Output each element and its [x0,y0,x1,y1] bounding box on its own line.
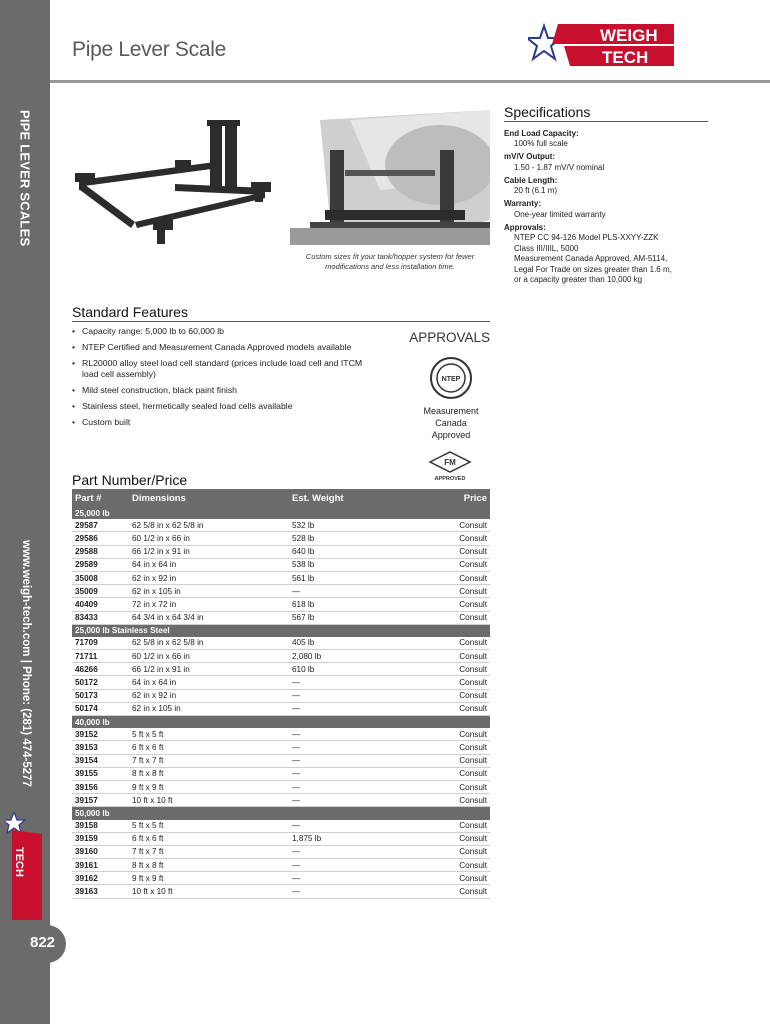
specifications-list [504,126,714,286]
dimensions-cell: 62 in x 105 in [129,702,289,715]
dimensions-cell: 62 in x 92 in [129,571,289,584]
part-number-cell: 39159 [72,832,129,845]
feature-item: • Stainless steel, hermetically sealed load cells available [72,401,372,412]
group-name: 25,000 lb Stainless Steel [72,624,490,637]
approvals-title: APPROVALS [409,330,490,345]
part-number-cell: 39162 [72,872,129,885]
fm-approved-icon [428,450,472,482]
dimensions-cell: 62 in x 92 in [129,689,289,702]
table-row [72,832,490,845]
price-cell: Consult [409,598,490,611]
standard-features-list [72,326,372,433]
price-cell: Consult [409,571,490,584]
table-row [72,689,490,702]
table-row [72,741,490,754]
image-caption: Custom sizes fit your tank/hopper system for fewer modifications and less installation time. [305,252,475,271]
table-row [72,545,490,558]
weight-cell: 561 lb [289,571,409,584]
spec-value: 1.50 - 1.87 mV/V nominal [514,162,605,172]
table-header-row [72,489,490,507]
part-number-cell: 29586 [72,532,129,545]
dimensions-cell: 60 1/2 in x 66 in [129,532,289,545]
spec-warranty [504,199,714,220]
dimensions-cell: 62 5/8 in x 62 5/8 in [129,519,289,532]
dimensions-cell: 6 ft x 6 ft [129,741,289,754]
part-number-cell: 35009 [72,585,129,598]
spec-value: Class III/IIIL, 5000 [514,243,579,253]
price-cell: Consult [409,545,490,558]
table-row [72,637,490,650]
specifications-rule [504,121,708,122]
weight-cell: 538 lb [289,558,409,571]
weight-cell: — [289,767,409,780]
measurement-canada-text [410,405,492,441]
price-cell: Consult [409,794,490,807]
dimensions-cell: 5 ft x 5 ft [129,728,289,741]
weight-cell: — [289,741,409,754]
weight-cell: — [289,780,409,793]
price-cell: Consult [409,832,490,845]
part-number-title: Part Number/Price [72,472,188,488]
dimensions-cell: 64 in x 64 in [129,558,289,571]
table-row [72,859,490,872]
part-number-cell: 39154 [72,754,129,767]
spec-value: 20 ft (6.1 m) [514,186,558,195]
group-name: 25,000 lb [72,507,490,519]
price-cell: Consult [409,689,490,702]
ntep-seal-label: NTEP [441,376,461,383]
dimensions-cell: 60 1/2 in x 66 in [129,650,289,663]
price-cell: Consult [409,611,490,624]
dimensions-cell: 66 1/2 in x 91 in [129,545,289,558]
weight-cell: — [289,820,409,833]
spec-label: Cable Length: [504,175,558,185]
table-row [72,519,490,532]
group-header-row [72,624,490,637]
header-dimensions: Dimensions [129,489,289,507]
group-header-row [72,507,490,519]
dimensions-cell: 66 1/2 in x 91 in [129,663,289,676]
weight-cell: — [289,885,409,898]
price-cell: Consult [409,780,490,793]
part-number-cell: 39156 [72,780,129,793]
part-number-cell: 71709 [72,637,129,650]
spec-end-load [504,129,714,150]
sidebar-section-title: PIPE LEVER SCALES [17,110,33,247]
weight-cell: — [289,794,409,807]
part-number-cell: 29588 [72,545,129,558]
price-cell: Consult [409,820,490,833]
weight-cell: — [289,702,409,715]
part-number-cell: 39160 [72,845,129,858]
price-cell: Consult [409,585,490,598]
feature-item: • Custom built [72,417,372,428]
feature-item: • NTEP Certified and Measurement Canada Approved models available [72,342,372,353]
group-name: 50,000 lb [72,807,490,820]
mc-line: Measurement [423,406,479,416]
price-cell: Consult [409,650,490,663]
price-cell: Consult [409,637,490,650]
standard-features-title: Standard Features [72,304,188,320]
part-number-cell: 29589 [72,558,129,571]
weight-cell: 567 lb [289,611,409,624]
feature-item: • Mild steel construction, black paint finish [72,385,372,396]
dimensions-cell: 5 ft x 5 ft [129,820,289,833]
spec-value: Measurement Canada Approved, AM-5114, [514,254,668,263]
ntep-seal-icon [429,356,473,400]
part-number-cell: 50174 [72,702,129,715]
spec-label: End Load Capacity: [504,128,579,138]
fm-sub-label: APPROVED [434,476,466,482]
price-cell: Consult [409,728,490,741]
weight-cell: — [289,585,409,598]
group-name: 40,000 lb [72,716,490,729]
part-number-table [72,489,490,899]
price-cell: Consult [409,532,490,545]
weigh-tech-logo[interactable] [528,20,674,70]
part-number-cell: 35008 [72,571,129,584]
table-row [72,845,490,858]
feature-item: • Capacity range: 5,000 lb to 60,000 lb [72,326,372,337]
dimensions-cell: 62 in x 105 in [129,585,289,598]
part-number-cell: 29587 [72,519,129,532]
part-number-cell: 71711 [72,650,129,663]
dimensions-cell: 72 in x 72 in [129,598,289,611]
spec-value: 100% full scale [514,139,568,148]
logo-word1: WEIGH [600,26,658,45]
dimensions-cell: 9 ft x 9 ft [129,780,289,793]
price-cell: Consult [409,702,490,715]
part-number-cell: 50172 [72,676,129,689]
table-row [72,780,490,793]
price-cell: Consult [409,885,490,898]
weight-cell: 532 lb [289,519,409,532]
table-row [72,676,490,689]
spec-label: Warranty: [504,199,542,208]
feature-item: • RL20000 alloy steel load cell standard (prices include load cell and ITCM load cell assembly) [72,358,372,379]
weight-cell: 2,080 lb [289,650,409,663]
table-row [72,585,490,598]
specifications-title: Specifications [504,104,591,120]
price-cell: Consult [409,872,490,885]
table-row [72,872,490,885]
weight-cell: — [289,689,409,702]
dimensions-cell: 9 ft x 9 ft [129,872,289,885]
dimensions-cell: 10 ft x 10 ft [129,794,289,807]
table-row [72,702,490,715]
price-cell: Consult [409,845,490,858]
weight-cell: 640 lb [289,545,409,558]
sidebar-logo-star-icon [6,812,25,833]
price-cell: Consult [409,767,490,780]
table-body [72,507,490,898]
header-price: Price [409,489,490,507]
table-row [72,650,490,663]
dimensions-cell: 64 3/4 in x 64 3/4 in [129,611,289,624]
weight-cell: 1,875 lb [289,832,409,845]
part-number-cell: 83433 [72,611,129,624]
spec-value: or a capacity greater than 10,000 kg [514,275,643,284]
group-header-row [72,716,490,729]
part-number-cell: 40409 [72,598,129,611]
spec-value: NTEP CC 94-126 Model PLS-XXYY-ZZK [514,233,659,242]
mc-line: Approved [431,430,471,440]
dimensions-cell: 7 ft x 7 ft [129,754,289,767]
sidebar-logo [6,812,46,922]
dimensions-cell: 10 ft x 10 ft [129,885,289,898]
part-number-cell: 39158 [72,820,129,833]
weight-cell: — [289,676,409,689]
header-weight: Est. Weight [289,489,409,507]
price-cell: Consult [409,676,490,689]
weight-cell: — [289,754,409,767]
spec-output [504,152,714,173]
table-row [72,794,490,807]
price-cell: Consult [409,754,490,767]
part-number-cell: 46266 [72,663,129,676]
scale-frame-photo [75,118,275,248]
fm-label: FM [444,458,456,467]
price-cell: Consult [409,859,490,872]
table-row [72,571,490,584]
dimensions-cell: 62 5/8 in x 62 5/8 in [129,637,289,650]
table-row [72,820,490,833]
sidebar-contact[interactable]: www.weigh-tech.com | Phone: (281) 474-5277 [20,540,32,787]
weight-cell: 528 lb [289,532,409,545]
price-cell: Consult [409,519,490,532]
spec-approvals [504,223,714,286]
page-number: 822 [30,934,56,951]
dimensions-cell: 64 in x 64 in [129,676,289,689]
part-number-cell: 39163 [72,885,129,898]
weight-cell: 610 lb [289,663,409,676]
part-number-cell: 39155 [72,767,129,780]
table-row [72,611,490,624]
spec-label: mV/V Output: [504,152,556,161]
dimensions-cell: 7 ft x 7 ft [129,845,289,858]
price-cell: Consult [409,741,490,754]
price-cell: Consult [409,663,490,676]
part-number-cell: 50173 [72,689,129,702]
header-part: Part # [72,489,129,507]
price-cell: Consult [409,558,490,571]
header-rule [50,80,770,83]
sidebar-logo-word2: TECH [13,847,25,877]
part-number-cell: 39161 [72,859,129,872]
weight-cell: 405 lb [289,637,409,650]
weight-cell: — [289,859,409,872]
part-number-cell: 39153 [72,741,129,754]
table-row [72,885,490,898]
table-row [72,663,490,676]
mc-line: Canada [435,418,467,428]
weight-cell: — [289,872,409,885]
weight-cell: — [289,845,409,858]
table-row [72,558,490,571]
tank-installation-photo [290,110,490,245]
weight-cell: — [289,728,409,741]
spec-value: Legal For Trade on sizes greater than 1.6 m, [514,264,672,274]
dimensions-cell: 8 ft x 8 ft [129,767,289,780]
dimensions-cell: 8 ft x 8 ft [129,859,289,872]
spec-value: One-year limited warranty [514,209,606,219]
group-header-row [72,807,490,820]
part-number-cell: 39152 [72,728,129,741]
page-title: Pipe Lever Scale [72,38,226,61]
dimensions-cell: 6 ft x 6 ft [129,832,289,845]
part-number-cell: 39157 [72,794,129,807]
table-row [72,532,490,545]
table-row [72,754,490,767]
logo-word2: TECH [602,48,649,67]
table-row [72,767,490,780]
spec-cable [504,176,714,197]
weight-cell: 618 lb [289,598,409,611]
standard-features-rule [72,321,490,322]
table-row [72,728,490,741]
spec-label: Approvals: [504,222,546,232]
table-row [72,598,490,611]
